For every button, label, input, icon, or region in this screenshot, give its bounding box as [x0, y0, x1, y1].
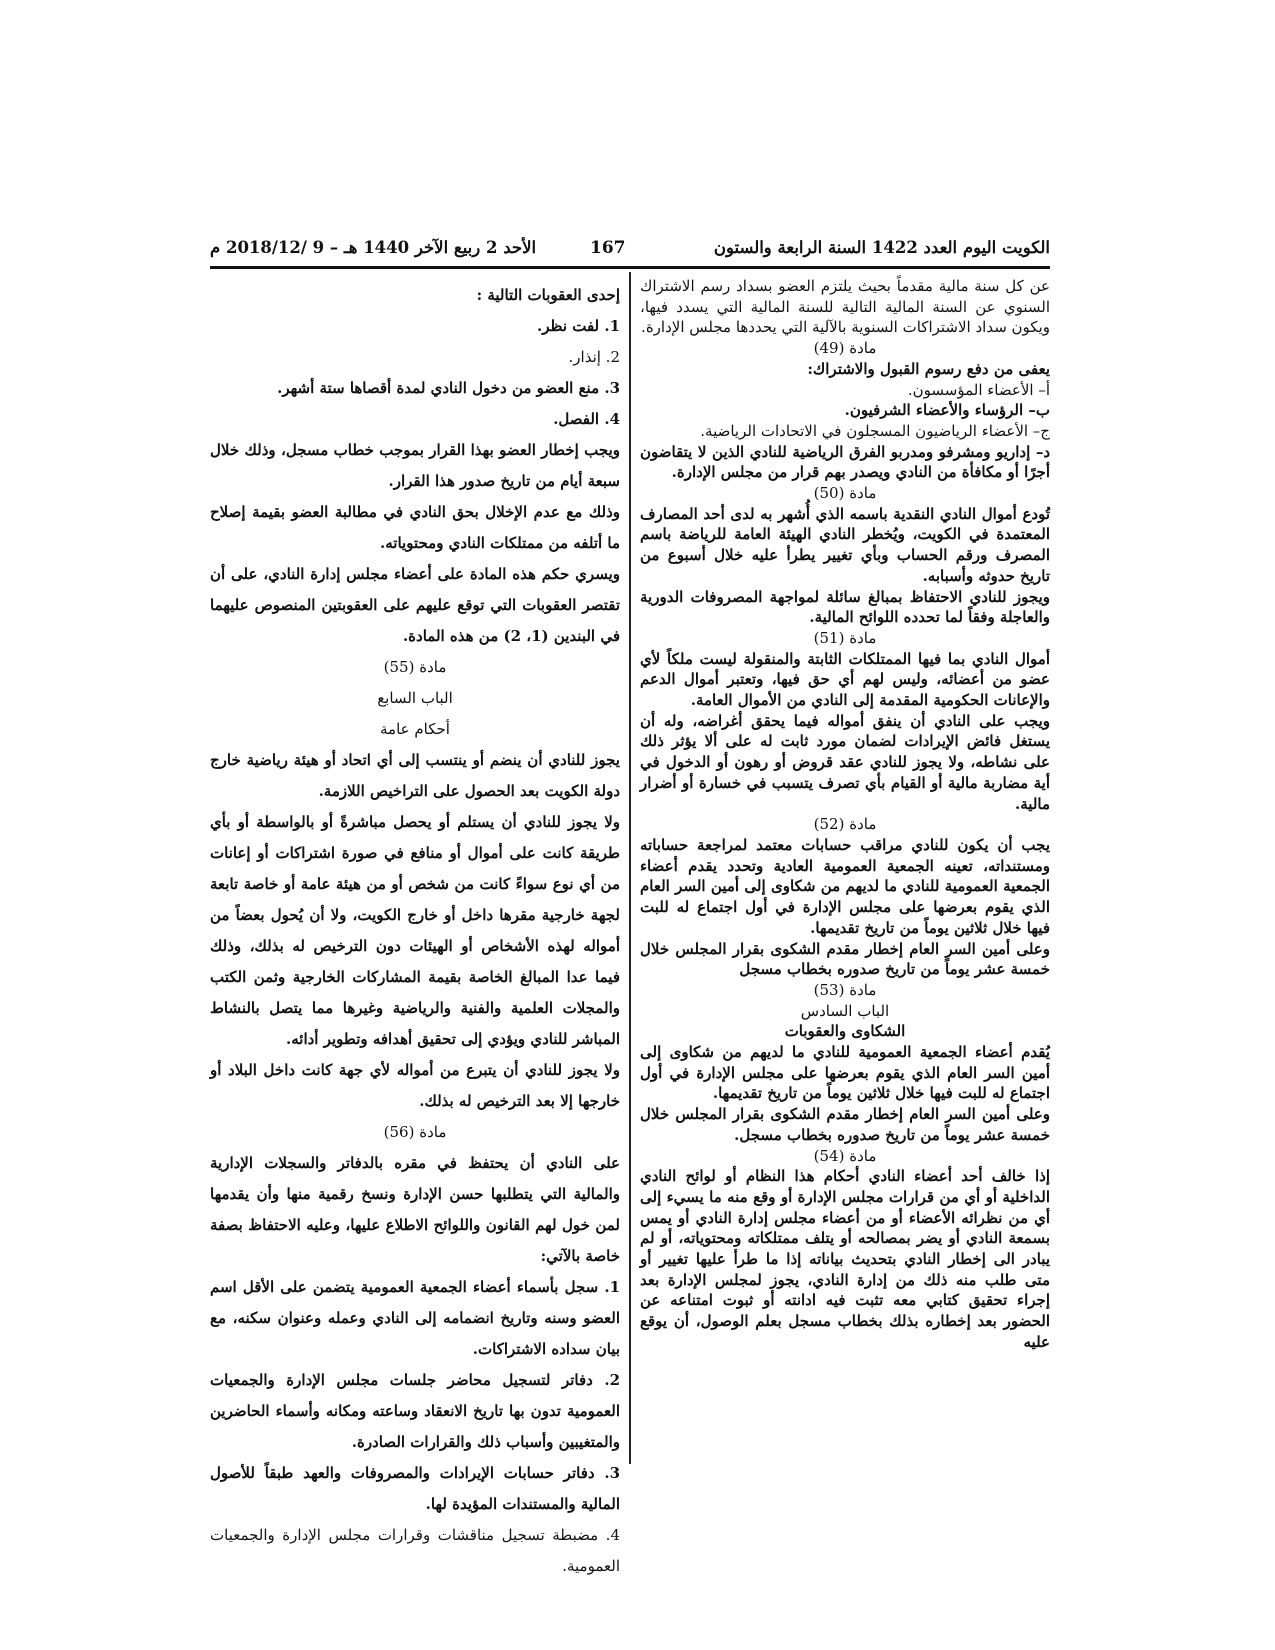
section-heading: الباب السابع [377, 689, 453, 707]
paragraph: أ– الأعضاء المؤسسون. [907, 380, 1050, 399]
paragraph: د– إداريو ومشرفو ومدربو الفرق الرياضية للنادي الذين لا يتقاضون أجرًا أو مكافأة من النادي ويصدر بهم قرار من مجلس الإدارة. [640, 442, 1050, 482]
paragraph: ج– الأعضاء الرياضيون المسجلون في الاتحادات الرياضية. [700, 421, 1050, 440]
paragraph: وعلى أمين السر العام إخطار مقدم الشكوى بقرار المجلس خلال خمسة عشر يوماً من تاريخ صدوره بخطاب مسجل [640, 939, 1050, 979]
section-heading: مادة (55) [383, 658, 447, 676]
header-date: الأحد 2 ربيع الآخر 1440 هـ – 9 /2018/12 م [210, 238, 537, 257]
paragraph: ب– الرؤساء والأعضاء الشرفيون. [844, 401, 1050, 420]
paragraph: ولا يجوز للنادي أن يستلم أو يحصل مباشرةً أو بالواسطة أو بأي طريقة كانت على أموال أو منافع في صورة اشتراكات أو إعانات من أي نوع سواءً كانت من شخص أو من هيئة عامة أو خاصة تابعة لجهة خارجية مقرها داخل أو خارج الكويت، ولا أن يُحول بعضاً من أمواله لهذه الأشخاص أو الهيئات دون الترخيص له بذلك، وذلك فيما عدا المبالغ الخاصة بقيمة المشاركات الخارجية وثمن الكتب والمجلات العلمية والفنية والرياضية وغيرها مما يتصل بالنشاط المباشر للنادي ويؤدي إلى تحقيق أهدافه وتطوير أدائه. [210, 813, 620, 1048]
paragraph: تُودع أموال النادي النقدية باسمه الذي أُشهر به لدى أحد المصارف المعتمدة في الكويت، ويُخطر النادي الهيئة العامة للرياضة باسم المصرف ورقم الحساب وبأي تغيير يطرأ عليه خلال أسبوع من تاريخ حدوثه وأسبابه. [640, 504, 1050, 585]
paragraph: يعفى من دفع رسوم القبول والاشتراك: [807, 359, 1050, 378]
paragraph: ويجوز للنادي الاحتفاظ بمبالغ سائلة لمواجهة المصروفات الدورية والعاجلة وفقاً لما تحدده اللوائح المالية. [640, 587, 1050, 627]
section-heading: مادة (52) [813, 815, 877, 834]
section-heading: مادة (54) [813, 1146, 877, 1165]
header-issue: الكويت اليوم العدد 1422 السنة الرابعة والستون [713, 238, 1050, 257]
paragraph: 4. الفصل. [553, 410, 620, 428]
paragraph: 3. منع العضو من دخول النادي لمدة أقصاها ستة أشهر. [277, 379, 620, 397]
paragraph: على النادي أن يحتفظ في مقره بالدفاتر والسجلات الإدارية والمالية التي يتطلبها حسن الإدارة ونسخ رقمية منها وأن يقدمها لمن خول لهم القانون واللوائح الاطلاع عليها، وعليه الاحتفاظ بصفة خاصة بالآتي: [210, 1154, 620, 1265]
paragraph: إذا خالف أحد أعضاء النادي أحكام هذا النظام أو لوائح النادي الداخلية أو أي من قرارات مجلس الإدارة أو وقع منه ما يسيء إلى أي من نظرائه الأعضاء أو من أعضاء مجلس إدارة النادي أو يمس بسمعة النادي أو يضر بمصالحه أو يتلف ممتلكاته ومحتوياته، أو لم يبادر الى إخطار النادي بتحديث بياناته إذا ما طرأ عليها تغيير أو متى طلب منه ذلك من إدارة النادي، يجوز لمجلس الإدارة بعد إجراء تحقيق كتابي معه تثبت فيه ادانته أو ثبوت امتناعه عن الحضور بعد إخطاره بذلك بخطاب مسجل بعلم الوصول، أن يوقع عليه [640, 1167, 1050, 1351]
section-heading: مادة (50) [813, 484, 877, 503]
page-header [210, 238, 1050, 268]
paragraph: عن كل سنة مالية مقدماً بحيث يلتزم العضو بسداد رسم الاشتراك السنوي عن السنة المالية التالية للسنة المالية التي يسدد فيها، ويكون سداد الاشتراكات السنوية بالآلية التي يحددها مجلس الإدارة. [640, 277, 1050, 337]
column-divider [629, 272, 631, 1464]
section-heading: مادة (56) [383, 1123, 447, 1141]
paragraph: 2. دفاتر لتسجيل محاضر جلسات مجلس الإدارة والجمعيات العمومية تدون بها تاريخ الانعقاد وساعته ومكانه وأسماء الحاضرين والمتغيبين وأسباب ذلك والقرارات الصادرة. [210, 1371, 620, 1451]
paragraph: ويسري حكم هذه المادة على أعضاء مجلس إدارة النادي، على أن تقتصر العقوبات التي توقع عليهم على العقوبتين المنصوص عليهما في البندين (1، 2) من هذه المادة. [210, 565, 620, 645]
section-heading: مادة (53) [813, 980, 877, 999]
section-heading: مادة (49) [813, 339, 877, 358]
section-heading: الباب السادس [800, 1001, 890, 1020]
paragraph: 1. لفت نظر. [537, 317, 620, 335]
paragraph: إحدى العقوبات التالية : [476, 286, 620, 304]
right-column [640, 276, 1050, 1353]
paragraph: 2. إنذار. [568, 348, 620, 366]
section-heading: مادة (51) [813, 628, 877, 647]
paragraph: ويجب إخطار العضو بهذا القرار بموجب خطاب مسجل، وذلك خلال سبعة أيام من تاريخ صدور هذا القرار. [210, 441, 620, 490]
header-rule [210, 266, 1050, 269]
paragraph: ويجب على النادي أن ينفق أمواله فيما يحقق أغراضه، وله أن يستغل فائض الإيرادات لضمان مورد ثابت له على ألا يؤثر ذلك على نشاطه، ولا يجوز للنادي عقد قروض أو رهون أو الدخول في أية مضاربة مالية أو القيام بأي تصرف يتسبب في خسارة أو أضرار مالية. [640, 711, 1050, 813]
paragraph: 1. سجل بأسماء أعضاء الجمعية العمومية يتضمن على الأقل اسم العضو وسنه وتاريخ انضمامه إلى النادي وعمله وعنوان سكنه، مع بيان سداده الاشتراكات. [210, 1278, 620, 1358]
paragraph: يجوز للنادي أن ينضم أو ينتسب إلى أي اتحاد أو هيئة رياضية خارج دولة الكويت بعد الحصول على التراخيص اللازمة. [210, 751, 620, 800]
paragraph: 3. دفاتر حسابات الإيرادات والمصروفات والعهد طبقاً للأصول المالية والمستندات المؤيدة لها. [210, 1464, 620, 1513]
section-heading: أحكام عامة [380, 720, 450, 738]
paragraph: يجب أن يكون للنادي مراقب حسابات معتمد لمراجعة حساباته ومستنداته، تعينه الجمعية العمومية العادية وتحدد يقدم أعضاء الجمعية العمومية للنادي ما لديهم من شكاوى إلى أمين السر العام الذي يقوم بعرضها على مجلس الإدارة في أول اجتماع له للبت فيها خلال ثلاثين يوماً من تاريخ تقديمها. [640, 835, 1050, 937]
left-column [210, 280, 620, 1582]
page-number: 167 [590, 238, 626, 258]
paragraph: 4. مضبطة تسجيل مناقشات وقرارات مجلس الإدارة والجمعيات العمومية. [210, 1526, 620, 1575]
paragraph: وعلى أمين السر العام إخطار مقدم الشكوى بقرار المجلس خلال خمسة عشر يوماً من تاريخ صدوره بخطاب مسجل. [640, 1105, 1050, 1144]
paragraph: أموال النادي بما فيها الممتلكات الثابتة والمنقولة ليست ملكاً لأي عضو من أعضائه، وليس لهم أي حق فيها، وتعتبر أموال الدعم والإعانات الحكومية المقدمة إلى النادي من الأموال العامة. [640, 649, 1050, 710]
paragraph: يُقدم أعضاء الجمعية العمومية للنادي ما لديهم من شكاوى إلى أمين السر العام الذي يقوم بعرضها على مجلس الإدارة في أول اجتماع له للبت فيها خلال ثلاثين يوماً من تاريخ تقديمها. [640, 1043, 1050, 1103]
paragraph: وذلك مع عدم الإخلال بحق النادي في مطالبة العضو بقيمة إصلاح ما أتلفه من ممتلكات النادي ومحتوياته. [210, 503, 620, 552]
paragraph: ولا يجوز للنادي أن يتبرع من أمواله لأي جهة كانت داخل البلاد أو خارجها إلا بعد الترخيص له بذلك. [210, 1061, 620, 1110]
section-heading: الشكاوى والعقوبات [784, 1022, 906, 1041]
